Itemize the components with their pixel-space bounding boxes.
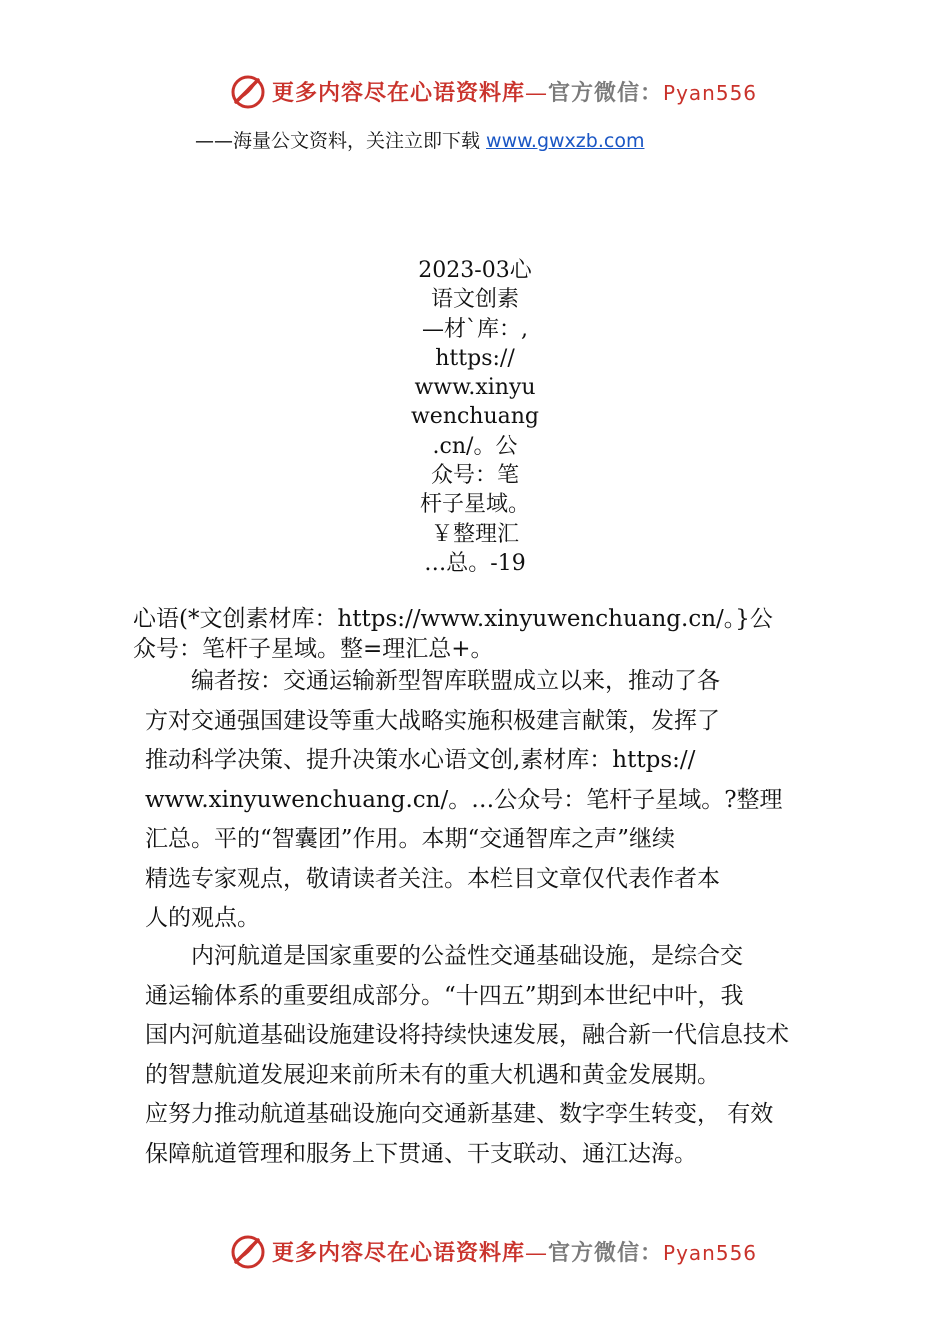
paragraph-editor-note: [145, 662, 783, 939]
text-line: 编者按：交通运输新型智库联盟成立以来，推动了各: [145, 668, 720, 694]
text-line: 国内河航道基础设施建设将持续快速发展，融合新一代信息技术: [145, 1022, 789, 1048]
text-line: 杆子星域。: [419, 492, 530, 518]
header-banner: [0, 72, 950, 116]
text-line: 应努力推动航道基础设施向交通新基建、数字孪生转变， 有效: [145, 1101, 774, 1127]
text-line: ￥整理汇: [430, 521, 519, 547]
text-line: 精选专家观点，敬请读者关注。本栏目文章仅代表作者本: [145, 865, 720, 892]
text-line: .cn/。公: [432, 433, 518, 459]
text-line: 的智慧航道发展迎来前所未有的重大机遇和黄金发展期。: [145, 1061, 720, 1088]
text-line: www.xinyu: [414, 375, 536, 401]
text-line: 众号：笔: [430, 463, 519, 489]
text-line: 众号：笔杆子星域。整=理汇总+。: [133, 636, 494, 662]
pen-logo-icon: [228, 1232, 268, 1272]
text-line: 保障航道管理和服务上下贯通、干支联动、通江达海。: [145, 1140, 697, 1167]
pen-logo-icon: [228, 72, 268, 112]
text-line: 内河航道是国家重要的公益性交通基础设施，是综合交: [145, 943, 743, 969]
footer-banner: [0, 1232, 950, 1276]
text-line: 推动科学决策、提升决策水心语文创,素材库：https://: [145, 747, 696, 773]
paragraph-1: [133, 604, 773, 664]
banner-wechat: 官方微信：: [548, 1240, 664, 1266]
text-line: wenchuang: [410, 404, 540, 430]
text-line: 2023-03心: [418, 258, 532, 283]
subline: [195, 127, 644, 155]
text-line: 心语(*文创素材库：https://www.xinyuwenchuang.cn/。}公: [133, 606, 773, 632]
banner-text: [272, 1238, 757, 1269]
banner-main: 更多内容尽在心语资料库: [272, 80, 526, 106]
text-line: www.xinyuwenchuang.cn/。…公众号：笔杆子星域。?整理: [145, 786, 783, 813]
download-link[interactable]: www.gwxzb.com: [486, 130, 645, 152]
subline-prefix: ——海量公文资料，关注立即下载: [195, 130, 487, 152]
text-line: 人的观点。: [145, 905, 260, 931]
narrow-column-text: [400, 256, 550, 578]
banner-wechat: 官方微信：: [548, 80, 664, 106]
text-line: 通运输体系的重要组成部分。“十四五”期到本世纪中叶，我: [145, 982, 744, 1009]
paragraph-waterway: [145, 937, 789, 1174]
text-line: 汇总。平的“智囊团”作用。本期“交通智库之声”继续: [145, 826, 676, 852]
text-line: 方对交通强国建设等重大战略实施积极建言献策，发挥了: [145, 707, 720, 734]
text-line: …总。-19: [424, 550, 526, 576]
banner-sep: —: [525, 1241, 549, 1266]
banner-main: 更多内容尽在心语资料库: [272, 1240, 526, 1266]
text-line: —材`库：,: [422, 316, 528, 342]
banner-sep: —: [525, 81, 549, 106]
text-line: 语文创素: [430, 287, 519, 313]
banner-id: Pyan556: [663, 1241, 758, 1265]
text-line: https://: [435, 345, 515, 371]
banner-id: Pyan556: [663, 81, 758, 105]
banner-text: [272, 78, 757, 109]
